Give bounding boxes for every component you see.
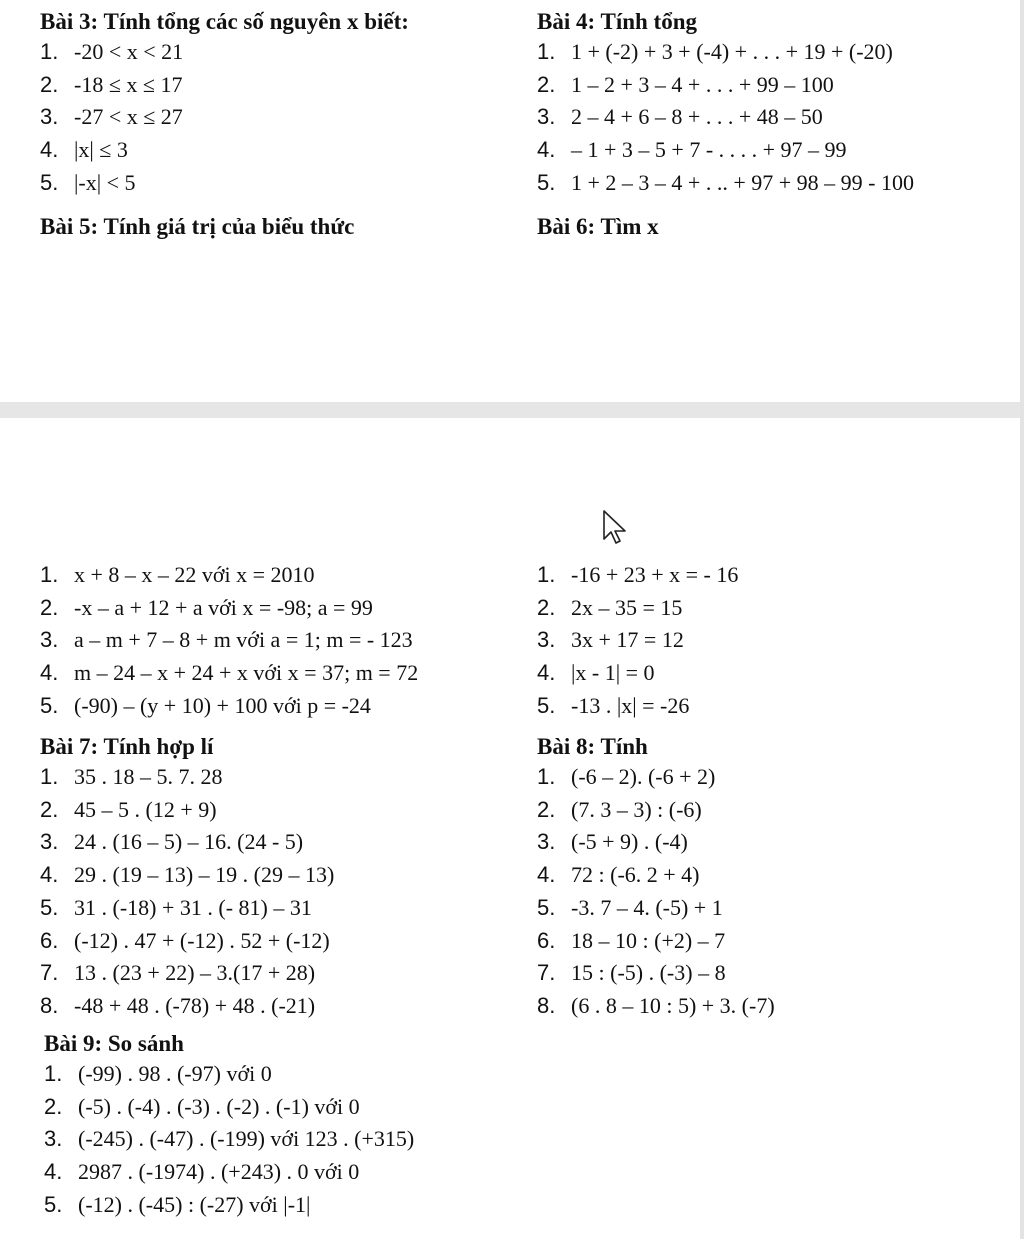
item-text: -48 + 48 . (-78) + 48 . (-21) bbox=[74, 992, 316, 1018]
item-text: (7. 3 – 3) : (-6) bbox=[571, 796, 702, 822]
exercise-5-title: Bài 5: Tính giá trị của biểu thức bbox=[40, 214, 355, 239]
list-item bbox=[537, 559, 738, 592]
item-text: -20 < x < 21 bbox=[74, 39, 184, 64]
page-break bbox=[0, 402, 1024, 418]
item-text: 1 – 2 + 3 – 4 + . . . + 99 – 100 bbox=[571, 71, 834, 97]
item-text: 45 – 5 . (12 + 9) bbox=[74, 796, 217, 822]
item-number: 5. bbox=[537, 169, 556, 195]
list-item bbox=[44, 1091, 414, 1124]
exercise-7 bbox=[40, 733, 334, 1023]
list-item bbox=[537, 624, 738, 657]
list-item bbox=[40, 559, 418, 592]
item-number: 4. bbox=[537, 660, 556, 686]
exercise-6-title: Bài 6: Tìm x bbox=[537, 214, 659, 239]
item-text: 31 . (-18) + 31 . (- 81) – 31 bbox=[74, 894, 312, 920]
item-text: (-245) . (-47) . (-199) với 123 . (+315) bbox=[78, 1126, 415, 1152]
item-text: 2 – 4 + 6 – 8 + . . . + 48 – 50 bbox=[571, 104, 823, 130]
list-item bbox=[40, 134, 409, 167]
list-item bbox=[40, 624, 418, 657]
item-text: 24 . (16 – 5) – 16. (24 - 5) bbox=[74, 829, 304, 855]
list-item bbox=[40, 101, 409, 134]
item-text: 15 : (-5) . (-3) – 8 bbox=[571, 960, 726, 986]
item-text: -13 . |x| = -26 bbox=[571, 692, 690, 718]
item-number: 3. bbox=[44, 1126, 63, 1152]
item-number: 2. bbox=[537, 796, 556, 822]
exercise-9-title: Bài 9: So sánh bbox=[44, 1031, 184, 1056]
item-number: 7. bbox=[40, 960, 59, 986]
item-text: 1 + 2 – 3 – 4 + . .. + 97 + 98 – 99 - 100 bbox=[571, 169, 914, 195]
exercise-8 bbox=[537, 733, 775, 1023]
item-number: 2. bbox=[537, 594, 556, 620]
item-number: 8. bbox=[537, 992, 556, 1018]
item-number: 3. bbox=[40, 627, 59, 653]
document-page-1 bbox=[0, 0, 1020, 402]
item-number: 2. bbox=[40, 71, 59, 97]
item-number: 1. bbox=[537, 764, 556, 789]
list-item bbox=[537, 657, 738, 690]
document-page-2 bbox=[0, 418, 1020, 1239]
list-item bbox=[40, 69, 409, 102]
item-number: 4. bbox=[40, 660, 59, 686]
item-text: -x – a + 12 + a với x = -98; a = 99 bbox=[74, 594, 373, 620]
exercise-5-items bbox=[40, 559, 418, 723]
item-number: 2. bbox=[44, 1093, 63, 1119]
list-item bbox=[40, 592, 418, 625]
item-text: 2987 . (-1974) . (+243) . 0 với 0 bbox=[78, 1159, 360, 1185]
exercise-7-title: Bài 7: Tính hợp lí bbox=[40, 734, 214, 759]
exercise-6-items bbox=[537, 559, 738, 723]
list-item bbox=[537, 101, 914, 134]
list-item bbox=[537, 761, 775, 794]
exercise-8-title: Bài 8: Tính bbox=[537, 734, 648, 759]
item-text: 13 . (23 + 22) – 3.(17 + 28) bbox=[74, 960, 316, 986]
item-number: 3. bbox=[40, 104, 59, 130]
item-number: 5. bbox=[44, 1191, 63, 1217]
exercise-4-title: Bài 4: Tính tổng bbox=[537, 9, 697, 34]
item-number: 3. bbox=[40, 829, 59, 855]
item-number: 3. bbox=[537, 104, 556, 130]
item-text: – 1 + 3 – 5 + 7 - . . . . + 97 – 99 bbox=[571, 137, 847, 163]
exercise-9 bbox=[44, 1030, 414, 1222]
list-item bbox=[40, 794, 334, 827]
list-item bbox=[40, 657, 418, 690]
item-text: |x - 1| = 0 bbox=[571, 660, 655, 686]
item-number: 2. bbox=[40, 594, 59, 620]
window-edge bbox=[1020, 0, 1024, 1239]
list-item bbox=[44, 1189, 414, 1222]
list-item bbox=[44, 1123, 414, 1156]
item-number: 4. bbox=[44, 1159, 63, 1185]
item-text: (-99) . 98 . (-97) với 0 bbox=[78, 1061, 272, 1086]
list-item bbox=[40, 990, 334, 1023]
item-text: 18 – 10 : (+2) – 7 bbox=[571, 927, 726, 953]
item-text: (-90) – (y + 10) + 100 với p = -24 bbox=[74, 692, 371, 718]
exercise-4 bbox=[537, 8, 914, 200]
list-item bbox=[40, 167, 409, 200]
list-item bbox=[40, 859, 334, 892]
item-text: a – m + 7 – 8 + m với a = 1; m = - 123 bbox=[74, 627, 413, 653]
list-item bbox=[40, 957, 334, 990]
item-text: (6 . 8 – 10 : 5) + 3. (-7) bbox=[571, 992, 775, 1018]
item-text: -16 + 23 + x = - 16 bbox=[571, 562, 739, 587]
item-text: (-12) . 47 + (-12) . 52 + (-12) bbox=[74, 927, 330, 953]
list-item bbox=[537, 36, 914, 69]
item-text: 1 + (-2) + 3 + (-4) + . . . + 19 + (-20) bbox=[571, 39, 893, 64]
list-item bbox=[537, 892, 775, 925]
item-number: 2. bbox=[40, 796, 59, 822]
item-number: 1. bbox=[40, 562, 59, 587]
item-text: |-x| < 5 bbox=[74, 169, 136, 195]
item-number: 5. bbox=[537, 894, 556, 920]
item-text: 72 : (-6. 2 + 4) bbox=[571, 862, 700, 888]
item-number: 5. bbox=[537, 692, 556, 718]
item-number: 6. bbox=[537, 927, 556, 953]
item-number: 6. bbox=[40, 927, 59, 953]
item-text: (-6 – 2). (-6 + 2) bbox=[571, 764, 716, 789]
list-item bbox=[537, 690, 738, 723]
item-number: 4. bbox=[40, 137, 59, 163]
item-text: (-5) . (-4) . (-3) . (-2) . (-1) với 0 bbox=[78, 1093, 360, 1119]
mouse-pointer-icon bbox=[603, 510, 627, 546]
item-number: 3. bbox=[537, 627, 556, 653]
list-item bbox=[40, 761, 334, 794]
item-number: 1. bbox=[44, 1061, 63, 1086]
item-number: 5. bbox=[40, 169, 59, 195]
list-item bbox=[537, 925, 775, 958]
list-item bbox=[537, 134, 914, 167]
item-text: 3x + 17 = 12 bbox=[571, 627, 684, 653]
item-text: 2x – 35 = 15 bbox=[571, 594, 683, 620]
item-number: 4. bbox=[40, 862, 59, 888]
list-item bbox=[44, 1156, 414, 1189]
item-text: |x| ≤ 3 bbox=[74, 137, 128, 163]
item-text: (-5 + 9) . (-4) bbox=[571, 829, 688, 855]
item-text: x + 8 – x – 22 với x = 2010 bbox=[74, 562, 315, 587]
item-number: 4. bbox=[537, 137, 556, 163]
list-item bbox=[40, 925, 334, 958]
item-text: 29 . (19 – 13) – 19 . (29 – 13) bbox=[74, 862, 335, 888]
list-item bbox=[40, 892, 334, 925]
list-item bbox=[40, 826, 334, 859]
list-item bbox=[537, 826, 775, 859]
list-item bbox=[537, 167, 914, 200]
item-text: 35 . 18 – 5. 7. 28 bbox=[74, 764, 223, 789]
item-number: 3. bbox=[537, 829, 556, 855]
item-number: 2. bbox=[537, 71, 556, 97]
item-number: 1. bbox=[40, 39, 59, 64]
item-text: -3. 7 – 4. (-5) + 1 bbox=[571, 894, 723, 920]
list-item bbox=[537, 794, 775, 827]
item-number: 1. bbox=[537, 562, 556, 587]
item-number: 4. bbox=[537, 862, 556, 888]
item-number: 7. bbox=[537, 960, 556, 986]
list-item bbox=[537, 957, 775, 990]
item-number: 8. bbox=[40, 992, 59, 1018]
list-item bbox=[537, 859, 775, 892]
item-number: 5. bbox=[40, 692, 59, 718]
list-item bbox=[537, 592, 738, 625]
list-item bbox=[537, 990, 775, 1023]
list-item bbox=[44, 1058, 414, 1091]
item-text: (-12) . (-45) : (-27) với |-1| bbox=[78, 1191, 311, 1217]
list-item bbox=[40, 690, 418, 723]
item-text: -18 ≤ x ≤ 17 bbox=[74, 71, 183, 97]
list-item bbox=[537, 69, 914, 102]
item-number: 1. bbox=[537, 39, 556, 64]
item-number: 5. bbox=[40, 894, 59, 920]
exercise-3-title: Bài 3: Tính tổng các số nguyên x biết: bbox=[40, 9, 409, 34]
list-item bbox=[40, 36, 409, 69]
item-text: -27 < x ≤ 27 bbox=[74, 104, 183, 130]
item-number: 1. bbox=[40, 764, 59, 789]
item-text: m – 24 – x + 24 + x với x = 37; m = 72 bbox=[74, 660, 419, 686]
exercise-3 bbox=[40, 8, 409, 200]
